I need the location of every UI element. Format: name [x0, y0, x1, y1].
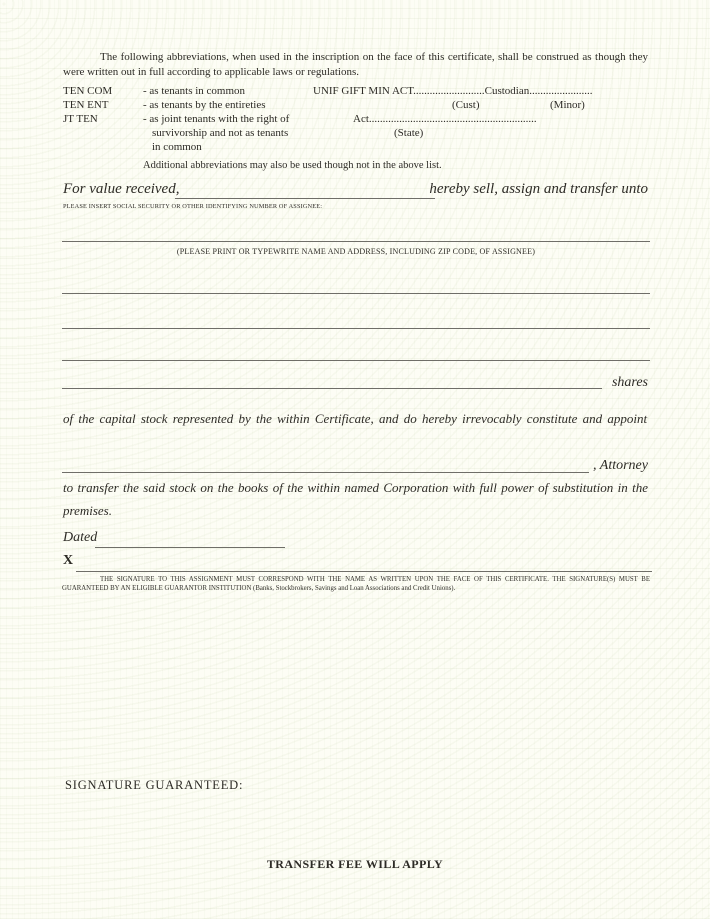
abbrev-ten-com: TEN COM: [63, 85, 113, 97]
abbrev-ten-com-def: - as tenants in common: [143, 85, 246, 97]
additional-abbreviations-note: Additional abbreviations may also be used though not in the above list.: [143, 160, 442, 171]
signature-guaranteed-label: SIGNATURE GUARANTEED:: [65, 778, 244, 792]
signature-fill-line[interactable]: [76, 555, 652, 572]
assignee-address-caption: (PLEASE PRINT OR TYPEWRITE NAME AND ADDRESS, INCLUDING ZIP CODE, OF ASSIGNEE): [176, 247, 536, 256]
shares-count-fill-line[interactable]: [62, 373, 602, 389]
dated-fill-line[interactable]: [95, 532, 285, 548]
for-value-received-label: For value received,: [63, 181, 180, 197]
x-signature-label: X: [63, 553, 74, 568]
abbrev-ten-ent-def: - as tenants by the entireties: [143, 99, 266, 111]
abbrev-jt-ten-def-3: in common: [152, 141, 202, 153]
abbrev-act-line: Act.............................................................: [353, 113, 537, 125]
abbrev-ten-ent: TEN ENT: [63, 99, 109, 111]
abbrev-cust-label: (Cust): [452, 99, 480, 111]
abbrev-jt-ten-def-2: survivorship and not as tenants: [152, 127, 289, 139]
seller-name-fill-line[interactable]: [175, 183, 435, 199]
abbrev-jt-ten-def-1: - as joint tenants with the right of: [143, 113, 290, 125]
capital-stock-paragraph: of the capital stock represented by the within Certificate, and do hereby irrevocably constitute and appoint: [63, 411, 648, 426]
transfer-stock-paragraph: to transfer the said stock on the books of the within named Corporation with full power of substitution in the premises.: [63, 480, 648, 518]
attorney-label: , Attorney: [593, 458, 648, 473]
signature-guarantee-fine-print: THE SIGNATURE TO THIS ASSIGNMENT MUST CORRESPOND WITH THE NAME AS WRITTEN UPON THE FACE OF THIS CERTIFICATE. THE SIGNATURE(S) MUST BE GUARANTEED BY AN ELIGIBLE GUARANTOR INSTITUTION (Banks, Stockbrokers, Savings and Loan Associations and Credit Unions).: [62, 576, 650, 592]
attorney-name-fill-line[interactable]: [62, 457, 589, 473]
sell-assign-transfer-label: hereby sell, assign and transfer unto: [429, 181, 648, 197]
abbrev-unif-gift-line: UNIF GIFT MIN ACT..........................Custodian.......................: [313, 85, 593, 97]
assignee-address-fill-line-1[interactable]: [62, 278, 650, 294]
abbrev-minor-label: (Minor): [550, 99, 585, 111]
assignee-address-fill-line-2[interactable]: [62, 313, 650, 329]
shares-label: shares: [611, 375, 648, 390]
transfer-fee-label: TRANSFER FEE WILL APPLY: [266, 857, 444, 871]
assignee-number-fill-line[interactable]: [62, 226, 650, 242]
abbrev-state-label: (State): [394, 127, 424, 139]
abbrev-jt-ten: JT TEN: [63, 113, 98, 125]
ssn-insert-note: PLEASE INSERT SOCIAL SECURITY OR OTHER IDENTIFYING NUMBER OF ASSIGNEE:: [63, 203, 323, 210]
abbreviations-intro-paragraph: The following abbreviations, when used in the inscription on the face of this certificate, shall be construed as though they were written out in full according to applicable laws or regulations.: [63, 51, 648, 78]
dated-label: Dated: [63, 530, 98, 545]
assignee-address-fill-line-3[interactable]: [62, 345, 650, 361]
